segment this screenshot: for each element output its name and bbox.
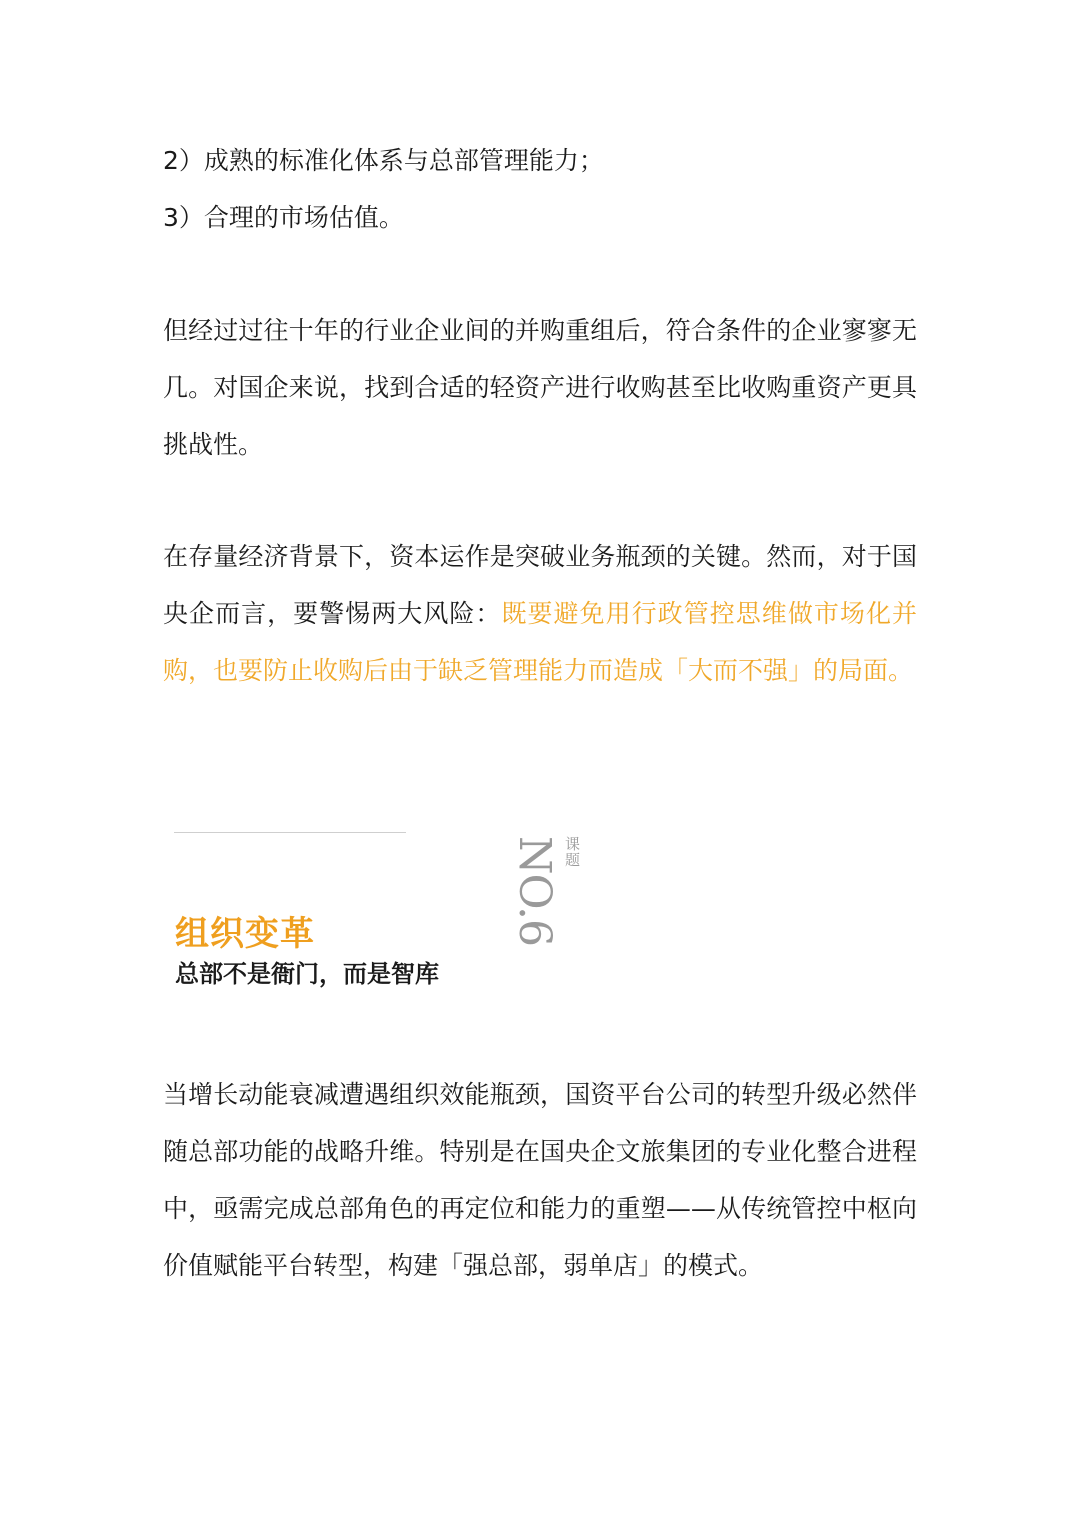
section-title: 组织变革 bbox=[175, 914, 315, 954]
paragraph-hq-transformation: 当增长动能衰减遭遇组织效能瓶颈，国资平台公司的转型升级必然伴随总部功能的战略升维。特别是在国央企文旅集团的专业化整合进程中，亟需完成总部角色的再定位和能力的重塑——从传统管控中枢向价值赋能平台转型，构建「强总部，弱单店」的模式。 bbox=[163, 1080, 917, 1280]
topic-number-badge bbox=[509, 836, 583, 946]
paragraph-capital-risk-text: 在存量经济背景下，资本运作是突破业务瓶颈的关键。然而，对于国央企而言，要警惕两大风险： bbox=[163, 542, 917, 628]
section-divider bbox=[174, 832, 406, 833]
section-subtitle: 总部不是衙门，而是智库 bbox=[175, 959, 439, 988]
paragraph-capital-risk bbox=[163, 528, 917, 699]
paragraph-merger-conditions: 但经过过往十年的行业企业间的并购重组后，符合条件的企业寥寥无几。对国企来说，找到合适的轻资产进行收购甚至比收购重资产更具挑战性。 bbox=[163, 316, 917, 459]
list-item-3: 3）合理的市场估值。 bbox=[163, 203, 404, 232]
highlighted-risk-text: 既要避免用行政管控思维做市场化并购，也要防止收购后由于缺乏管理能力而造成「大而不强」的局面。 bbox=[163, 599, 917, 685]
topic-number: NO.6 bbox=[509, 836, 560, 946]
topic-label: 课题 bbox=[563, 836, 581, 868]
list-item-2: 2）成熟的标准化体系与总部管理能力； bbox=[163, 146, 604, 175]
